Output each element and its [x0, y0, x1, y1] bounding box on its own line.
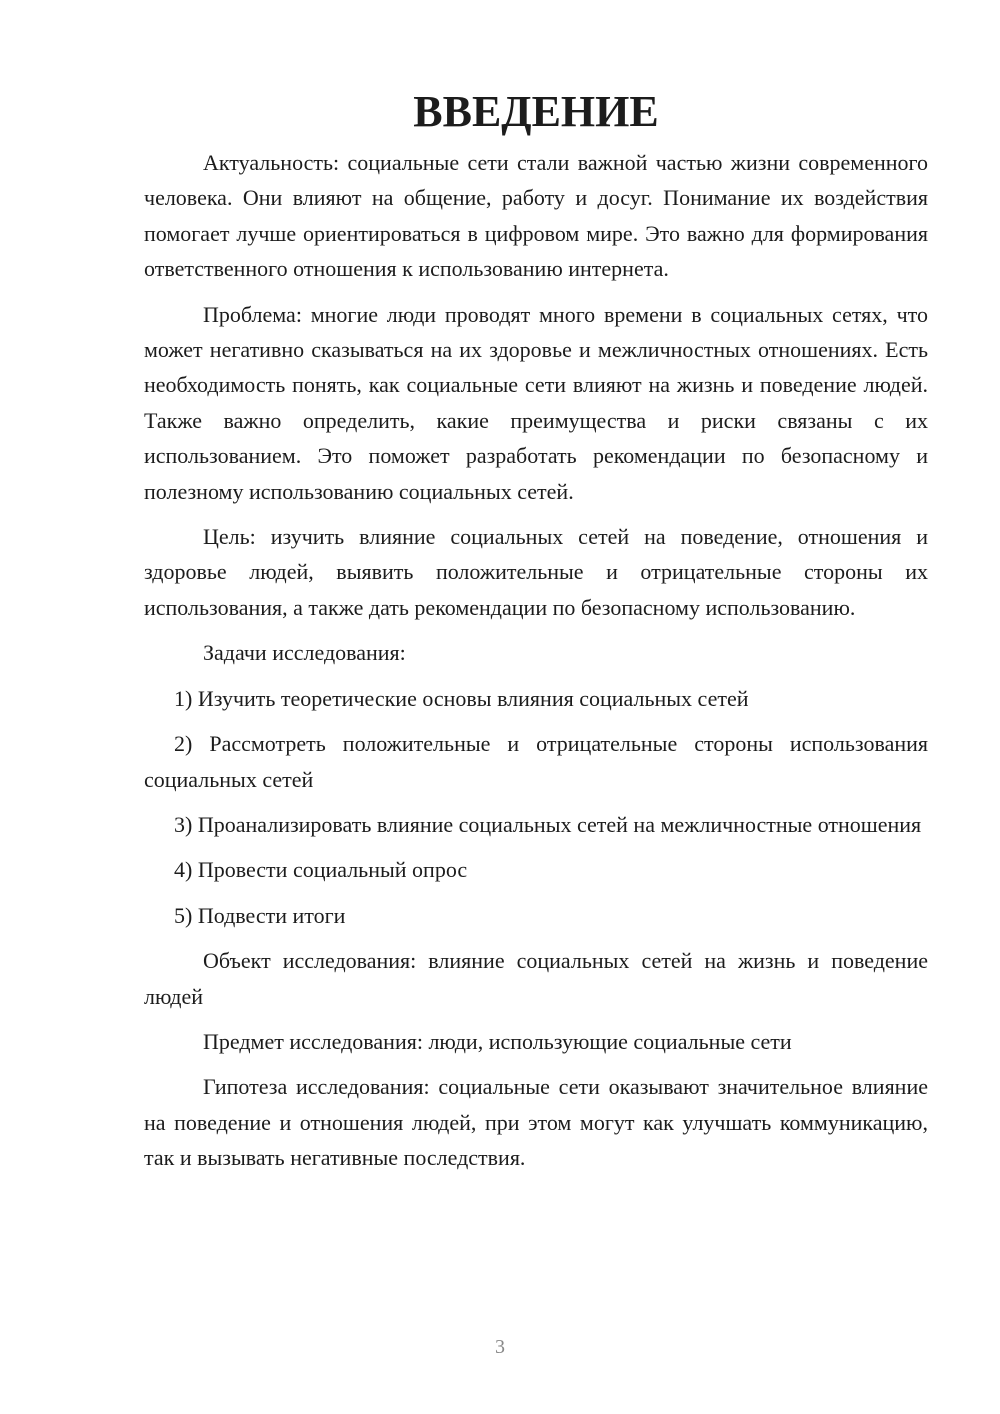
subject-paragraph: Предмет исследования: люди, использующие социальные сети	[203, 1028, 792, 1054]
page-title: ВВЕДЕНИЕ	[413, 87, 659, 136]
hypothesis-paragraph: Гипотеза исследования: социальные сети оказывают значительное влияние на поведение и отношения людей, при этом могут как улучшать коммуникацию, так и вызывать негативные последствия.	[144, 1074, 928, 1171]
task-item-5: 5) Подвести итоги	[174, 902, 346, 928]
task-item-2: 2) Рассмотреть положительные и отрицательные стороны использования социальных сетей	[144, 731, 928, 792]
problem-paragraph: Проблема: многие люди проводят много времени в социальных сетях, что может негативно сказываться на их здоровье и межличностных отношениях. Есть необходимость понять, как социальные сети влияют на жизнь и поведение людей. Также важно определить, какие преимущества и риски связаны с их использованием. Это поможет разработать рекомендации по безопасному и полезному использованию социальных сетей.	[144, 301, 928, 504]
tasks-heading: Задачи исследования:	[203, 640, 406, 666]
task-item-1: 1) Изучить теоретические основы влияния социальных сетей	[174, 685, 749, 711]
object-paragraph: Объект исследования: влияние социальных сетей на жизнь и поведение людей	[144, 948, 928, 1009]
page-number: 3	[495, 1336, 505, 1358]
task-item-4: 4) Провести социальный опрос	[174, 857, 468, 883]
task-item-3: 3) Проанализировать влияние социальных сетей на межличностные отношения	[174, 811, 922, 837]
relevance-paragraph: Актуальность: социальные сети стали важной частью жизни современного человека. Они влияют на общение, работу и досуг. Понимание их воздействия помогает лучше ориентироваться в цифровом мире. Это важно для формирования ответственного отношения к использованию интернета.	[144, 150, 928, 282]
goal-paragraph: Цель: изучить влияние социальных сетей на поведение, отношения и здоровье людей, выявить положительные и отрицательные стороны их использования, а также дать рекомендации по безопасному использованию.	[144, 524, 928, 620]
